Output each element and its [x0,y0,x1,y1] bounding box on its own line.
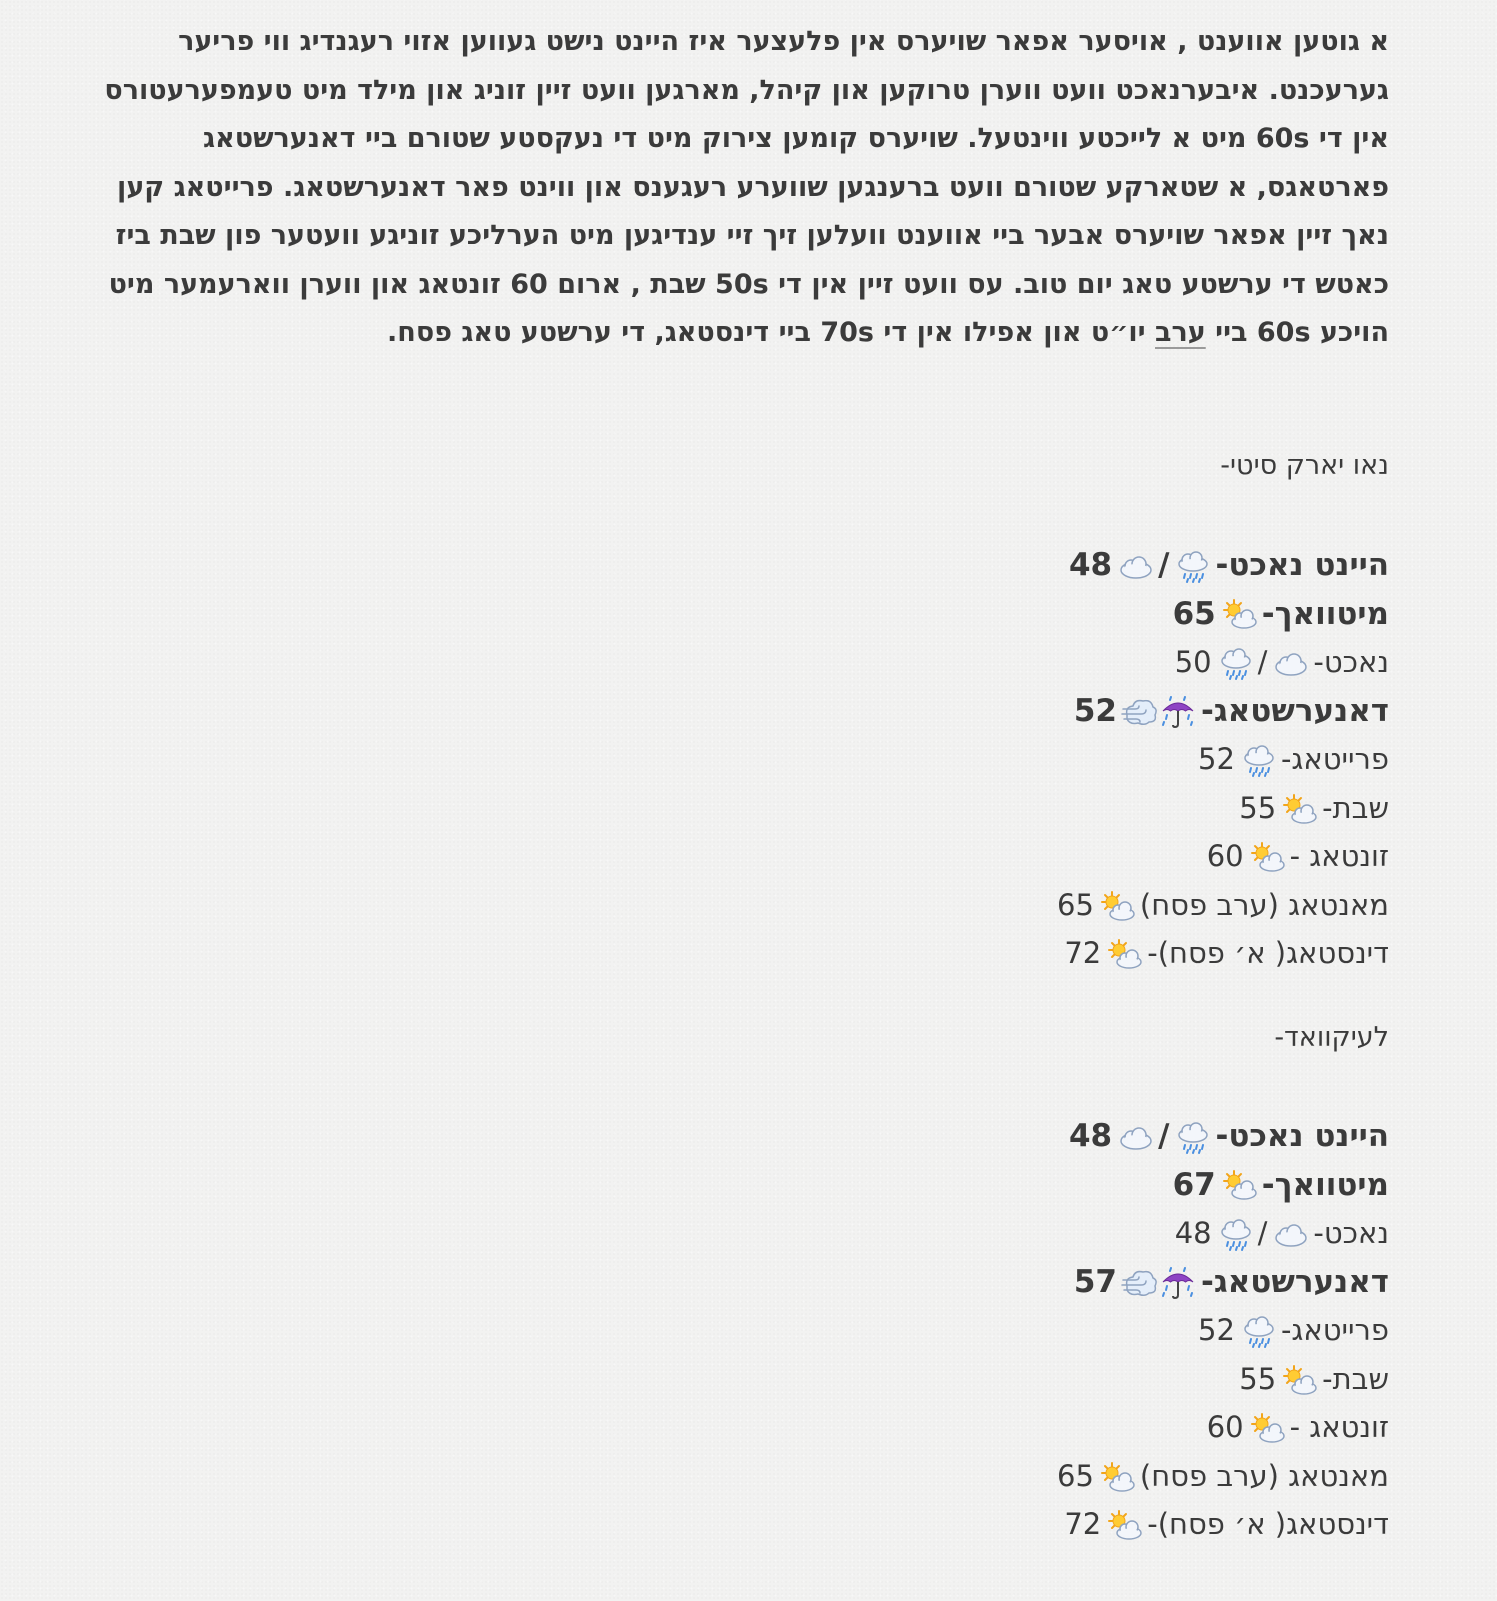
sun-behind-cloud-icon [1098,888,1136,922]
rain-cloud-icon [1216,1216,1254,1250]
cloud-icon [1271,1216,1309,1250]
weather-icons [1220,1161,1258,1210]
weather-icons [1280,1355,1318,1404]
forecast-day-label: מאנטאג (ערב פסח) [1139,1458,1389,1493]
forecast-row [1057,1209,1389,1258]
sun-behind-cloud-icon [1220,596,1258,632]
rain-cloud-icon [1173,1118,1211,1154]
forecast-day-label: דינסטאג( א׳ פסח)- [1147,1507,1389,1541]
slash-separator: / [1257,645,1268,679]
sun-behind-cloud-icon [1280,1362,1318,1396]
forecast-day-label: מיטוואך- [1261,1166,1389,1203]
weather-icons [1239,735,1277,784]
forecast-temperature: 52 [1073,692,1117,729]
cloud-icon [1116,1118,1154,1154]
forecast-temperature: 48 [1068,547,1113,583]
forecast-row [1057,590,1389,639]
forecast-temperature: 60 [1206,1410,1244,1444]
sun-behind-cloud-icon [1220,1167,1258,1203]
intro-paragraph [78,18,1389,358]
weather-icons [1280,784,1318,833]
forecast-temperature: 48 [1068,1118,1113,1154]
slash-separator: / [1158,547,1170,583]
forecast-row [1057,1258,1389,1307]
weather-icons [1220,590,1258,639]
forecast-row [1057,1403,1389,1452]
forecast-row [1057,687,1389,736]
forecast-temperature: 67 [1172,1166,1216,1203]
rain-cloud-icon [1239,1313,1277,1347]
forecast-day-label: זונטאג - [1289,839,1389,873]
forecast-temperature: 52 [1198,1313,1235,1347]
sun-behind-cloud-icon [1280,791,1318,825]
forecast-day-label: פרייטאג- [1280,742,1389,776]
cloud-icon [1116,547,1154,583]
forecast-list-lakewood [1057,1112,1389,1549]
umbrella-rain-icon [1159,1264,1197,1300]
intro-text-part2: יו״ט און אפילו אין די 70s ביי דינסטאג, די ערשטע טאג פסח. [387,317,1155,348]
weather-icons [1216,1209,1310,1258]
weather-icons [1248,1403,1286,1452]
forecast-temperature: 55 [1239,1361,1277,1396]
sun-behind-cloud-icon [1248,839,1286,873]
slash-separator: / [1158,1118,1170,1154]
forecast-row [1057,735,1389,784]
sun-behind-cloud-icon [1105,1507,1143,1541]
forecast-day-label: שבת- [1322,790,1389,825]
forecast-temperature: 72 [1064,1507,1102,1541]
forecast-day-label: דאנערשטאג- [1201,692,1389,729]
forecast-temperature: 57 [1073,1263,1117,1300]
forecast-temperature: 50 [1174,645,1212,679]
forecast-day-label: היינט נאכט- [1215,1118,1389,1154]
forecast-day-label: מאנטאג (ערב פסח) [1139,887,1389,922]
forecast-day-label: פרייטאג- [1280,1313,1389,1347]
wind-icon [1121,1264,1159,1300]
forecast-day-label: זונטאג - [1289,1410,1389,1444]
forecast-row [1057,541,1389,590]
forecast-day-label: שבת- [1322,1361,1389,1396]
weather-icons [1105,929,1143,978]
weather-icons [1121,687,1197,736]
weather-icons [1216,638,1310,687]
rain-cloud-icon [1239,742,1277,776]
section-title-lakewood: לעיקוואד- [1274,1022,1389,1053]
forecast-day-label: נאכט- [1313,1216,1389,1250]
forecast-row [1057,1500,1389,1549]
forecast-day-label: היינט נאכט- [1215,547,1389,583]
weather-icons [1098,881,1136,930]
forecast-temperature: 48 [1174,1216,1212,1250]
forecast-row [1057,638,1389,687]
forecast-row [1057,832,1389,881]
forecast-temperature: 52 [1198,742,1235,776]
weather-icons [1116,541,1211,590]
forecast-temperature: 60 [1206,839,1244,873]
sun-behind-cloud-icon [1248,1410,1286,1444]
intro-underlined-word: ערב [1155,317,1206,348]
forecast-row [1057,929,1389,978]
forecast-row [1057,1112,1389,1161]
weather-icons [1098,1452,1136,1501]
forecast-day-label: דינסטאג( א׳ פסח)- [1147,936,1389,970]
weather-icons [1239,1306,1277,1355]
weather-icons [1105,1500,1143,1549]
sun-behind-cloud-icon [1105,936,1143,970]
forecast-row [1057,881,1389,930]
weather-icons [1121,1258,1197,1307]
cloud-icon [1271,645,1309,679]
sun-behind-cloud-icon [1098,1459,1136,1493]
forecast-row [1057,1355,1389,1404]
wind-icon [1121,693,1159,729]
forecast-temperature: 65 [1057,887,1094,922]
weather-icons [1116,1112,1211,1161]
forecast-row [1057,1306,1389,1355]
forecast-temperature: 65 [1057,1458,1094,1493]
forecast-day-label: מיטוואך- [1261,595,1389,632]
forecast-row [1057,1161,1389,1210]
forecast-row [1057,1452,1389,1501]
umbrella-rain-icon [1159,693,1197,729]
forecast-temperature: 72 [1064,936,1102,970]
forecast-day-label: נאכט- [1313,645,1389,679]
weather-icons [1248,832,1286,881]
rain-cloud-icon [1173,547,1211,583]
section-title-nyc: נאו יארק סיטי- [1220,450,1389,481]
intro-text-part1: א גוטען אווענט , אויסער אפאר שויערס אין פלעצער איז היינט נישט געווען אזוי רעגנדיג ווי פריער גערעכנט. איבערנאכט וועט ווערן טרוקען און קיהל, מארגען וועט זיין זוניג און מילד מיט טעמפערעטורס אין די 60s מיט א לייכטע ווינטעל. שויערס קומען צירוק מיט די נעקסטע שטורם ביי דאנערשטאג פארטאגס, א שטארקע שטורם וועט ברענגען שווערע רעגענס און ווינט פאר דאנערשטאג. פרייטאג קען נאך זיין אפאר שויערס אבער ביי אווענט וועלען זיך זיי ענדיגען מיט הערליכע זוניגע וועטער פון שבת ביז כאטש די ערשטע טאג יום טוב. עס וועט זיין אין די 50s שבת , ארום 60 זונטאג און ווערן ווארעמער מיט הויכע 60s ביי [104,26,1389,348]
forecast-temperature: 65 [1172,595,1216,632]
rain-cloud-icon [1216,645,1254,679]
forecast-temperature: 55 [1239,790,1277,825]
forecast-list-nyc [1057,541,1389,978]
forecast-row [1057,784,1389,833]
slash-separator: / [1257,1216,1268,1250]
forecast-day-label: דאנערשטאג- [1201,1263,1389,1300]
